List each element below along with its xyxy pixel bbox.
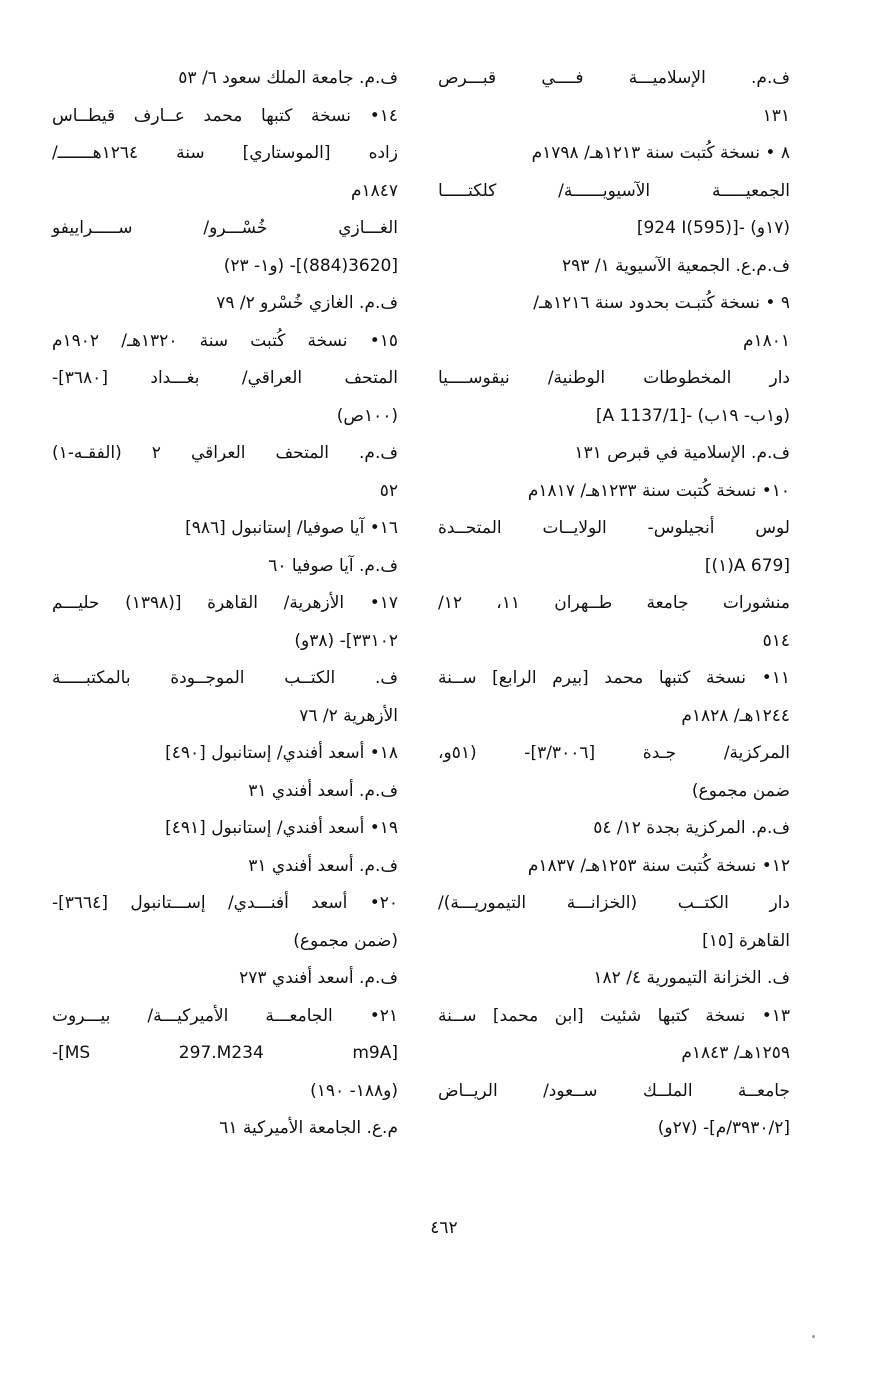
text-line: ١٢٥٩هـ/ ١٨٤٣م (681, 1043, 790, 1063)
text-line: المركزية/ جـدة [٣/٣٠٠٦]- (٥١و، (438, 743, 790, 763)
text-line: (١٠٠ص) (336, 405, 398, 426)
text-line: ١٦• آيا صوفيا/ إستانبول [٩٨٦] (185, 518, 398, 538)
text-line: القاهرة [١٥] (702, 930, 790, 951)
text-line: [924 I(595)]- (١٧و) (636, 218, 790, 238)
text-line: ٨ • نسخة كُتبت سنة ١٢١٣هـ/ ١٧٩٨م (531, 143, 790, 163)
text-line: ١٣• نسخة كتبها شئيت [ابن محمد] ســنة (438, 1005, 790, 1026)
text-line: ف.م.ع. الجمعية الآسيوية ١/ ٢٩٣ (562, 255, 790, 276)
text-line: الجمعيـــــة الآسيويــــــة/ كلكتـــــا (438, 180, 790, 201)
text-line: جامعــة الملــك ســعود/ الريــاض (438, 1080, 790, 1101)
left-column (52, 60, 398, 1148)
text-line: ١٣١ (762, 105, 790, 126)
text-line: (و١٨٨- ١٩٠) (310, 1080, 398, 1101)
text-line: الغـــازي خُسْـــرو/ ســـــراييفو (52, 218, 398, 238)
text-line: ١٤• نسخة كتبها محمد عــارف قيطــاس (52, 105, 398, 126)
text-line: ٣٣١٠٢]- (٣٨و) (294, 630, 398, 651)
text-line: ٢١• الجامعـــة الأميركيـــة/ بيـــروت (52, 1005, 398, 1026)
text-line: ٥٢ (379, 480, 398, 501)
text-line: ف.م. جامعة الملك سعود ٦/ ٥٣ (178, 68, 398, 88)
text-line: ١٢٤٤هـ/ ١٨٢٨م (681, 705, 790, 726)
text-line: ف.م. الإسلامية في قبرص ١٣١ (574, 443, 790, 463)
text-line: ف.م. أسعد أفندي ٢٧٣ (239, 968, 398, 988)
text-line: [(١)A 679] (704, 555, 790, 576)
text-line: ف. الكتــب الموجــودة بالمكتبـــــة (52, 668, 398, 688)
text-line: ١٥• نسخة كُتبت سنة ١٣٢٠هـ/ ١٩٠٢م (52, 330, 398, 351)
text-line: ١٧• الأزهرية/ القاهرة [(١٣٩٨) حليـــم (52, 593, 399, 613)
text-line: (ضمن مجموع) (293, 930, 398, 951)
text-line: ف.م. الإسلاميـــة فــــي قبـــرص (438, 68, 790, 88)
text-line: ١١• نسخة كتبها محمد [بيرم الرابع] ســنة (438, 668, 790, 688)
text-line: ١٢• نسخة كُتبت سنة ١٢٥٣هـ/ ١٨٣٧م (527, 855, 790, 876)
text-line: ف.م. أسعد أفندي ٣١ (248, 780, 398, 801)
page-number: ٤٦٢ (430, 1218, 458, 1238)
text-line: [3620(884)]- (و١- ٢٣) (223, 255, 398, 276)
text-line: زاده [الموستاري] سنة ١٢٦٤هـــــــ/ (52, 143, 398, 163)
text-line: ف. الخزانة التيمورية ٤/ ١٨٢ (593, 968, 790, 988)
text-line: الأزهرية ٢/ ٧٦ (299, 705, 398, 726)
text-line: المتحف العراقي/ بغـــداد [٣٦٨٠]- (52, 368, 398, 388)
text-line: ف.م. المركزية بجدة ١٢/ ٥٤ (593, 818, 790, 838)
text-line: ١٨٠١م (742, 330, 790, 351)
text-line: دار الكتــب (الخزانـــة التيموريـــة)/ (438, 893, 790, 913)
text-line: ف.م. أسعد أفندي ٣١ (248, 855, 398, 876)
text-line: ف.م. المتحف العراقي ٢ (الفقـه-١) (52, 443, 398, 463)
text-line: -[MS 297.M234 m9A] (52, 1043, 398, 1063)
text-line: ١٨• أسعد أفندي/ إستانبول [٤٩٠] (165, 743, 398, 763)
scan-speck (812, 1335, 815, 1338)
text-line: [٣٩٣٠/٢/م]- (٢٧و) (657, 1118, 790, 1138)
text-line: ٩ • نسخة كُتبـت بحدود سنة ١٢١٦هـ/ (533, 293, 790, 313)
text-line: ١٠• نسخة كُتبت سنة ١٢٣٣هـ/ ١٨١٧م (527, 480, 790, 501)
text-line: ٥١٤ (762, 630, 790, 651)
text-line: ف.م. آيا صوفيا ٦٠ (268, 555, 398, 576)
text-line: ١٨٤٧م (350, 180, 398, 201)
text-line: [A 1137/1]- (و١ب- ١٩ب) (595, 405, 790, 426)
text-line: ١٩• أسعد أفندي/ إستانبول [٤٩١] (165, 818, 398, 838)
text-line: دار المخطوطات الوطنية/ نيقوســــيا (438, 368, 790, 388)
text-line: م.ع. الجامعة الأميركية ٦١ (219, 1118, 398, 1138)
text-line: ٢٠• أسعد أفنـــدي/ إســـتانبول [٣٦٦٤]- (52, 893, 398, 913)
text-line: لوس أنجيلوس- الولايــات المتحــدة (438, 518, 790, 538)
text-line: ف.م. الغازي خُسْرو ٢/ ٧٩ (216, 293, 398, 313)
right-column (438, 60, 790, 1148)
text-line: ضمن مجموع) (691, 780, 790, 801)
text-line: منشورات جامعة طــهران ١١، ١٢/ (438, 593, 791, 613)
